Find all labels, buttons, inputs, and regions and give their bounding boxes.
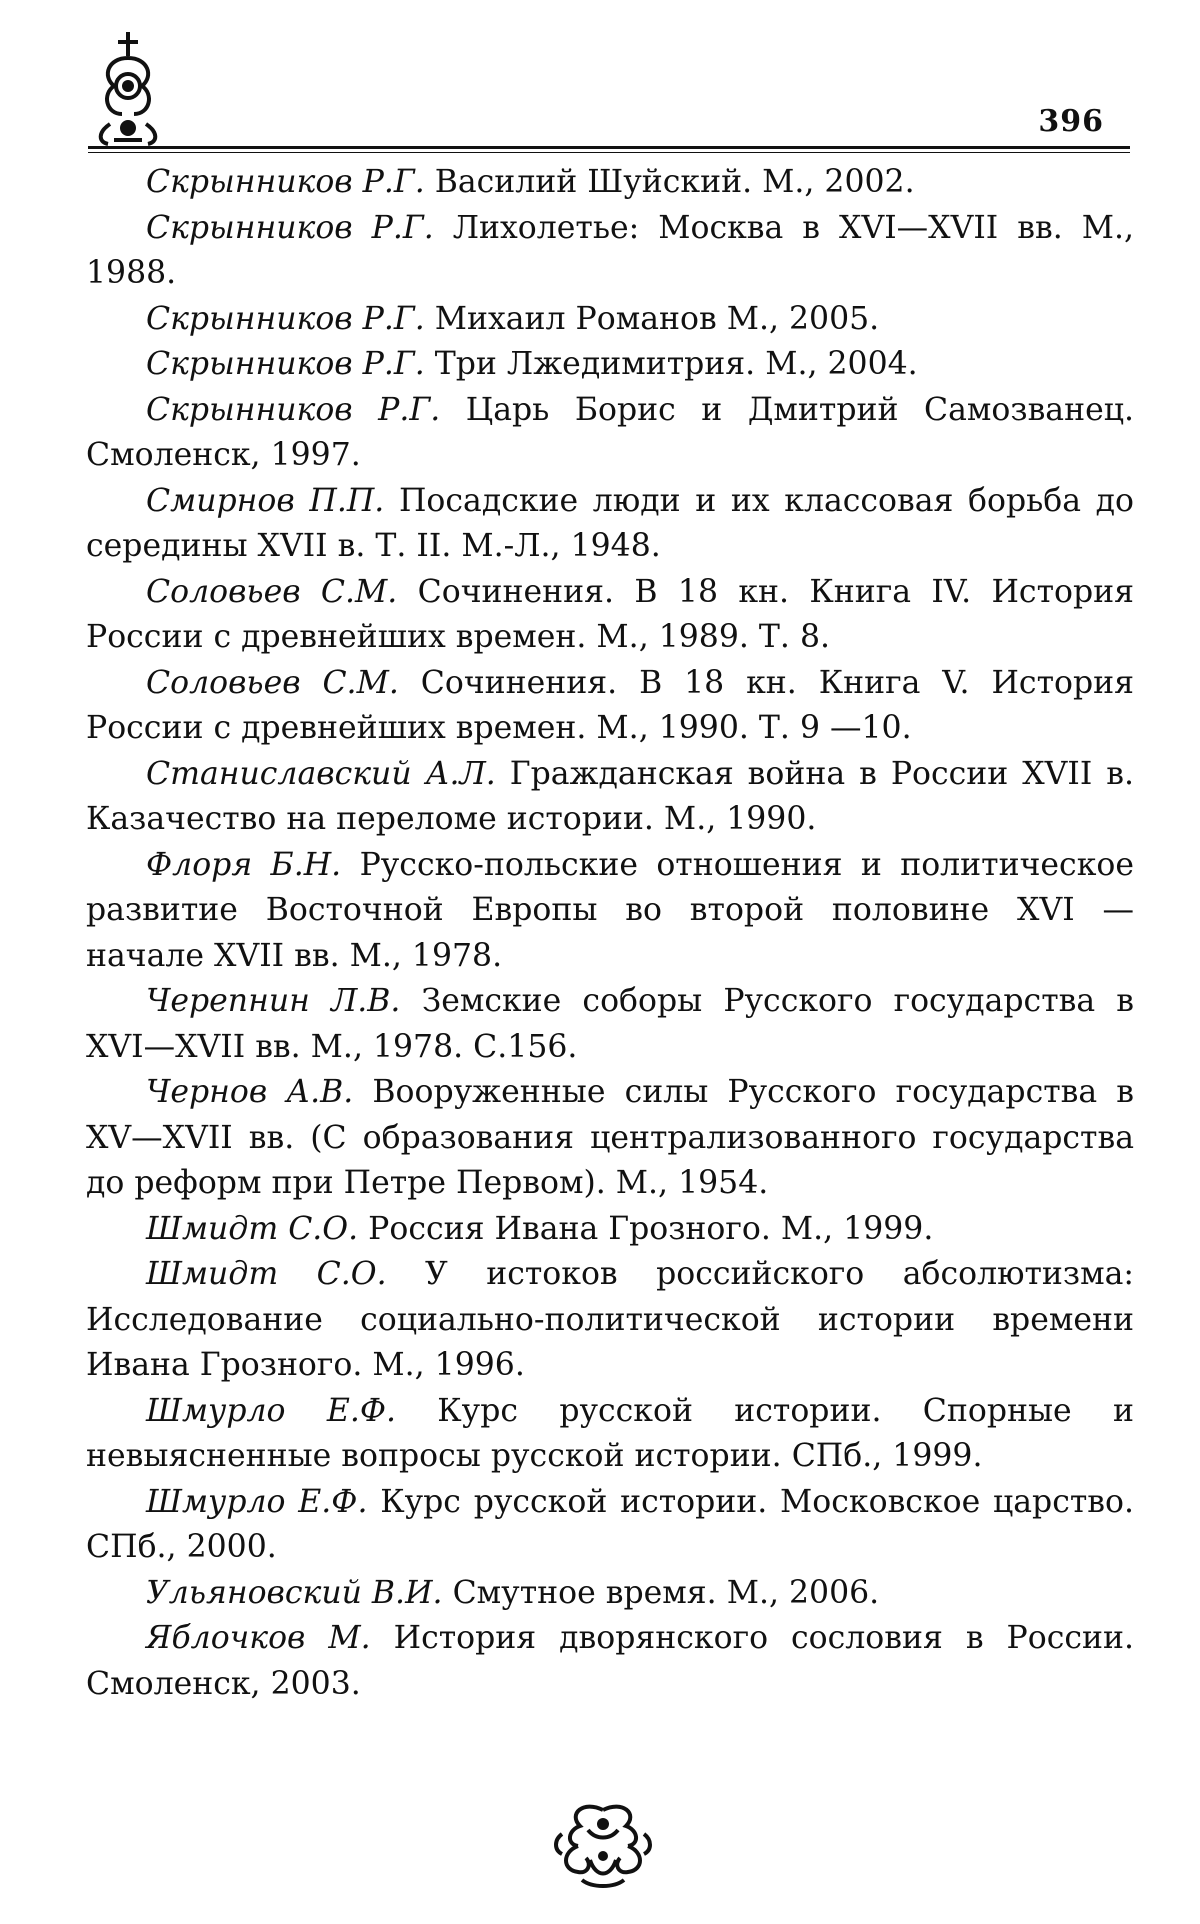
- bibliography-entry: [86, 979, 1134, 1070]
- bibliography-entry: [86, 1252, 1134, 1389]
- entry-text: Лихолетье: Москва в XVI—XVII вв. М., 1988.: [86, 209, 1134, 291]
- entry-text: Михаил Романов М., 2005.: [424, 300, 880, 337]
- bibliography-entry: [86, 570, 1134, 661]
- entry-text: Смутное время. М., 2006.: [442, 1574, 880, 1611]
- bibliography-entry: [86, 1207, 1134, 1253]
- entry-author: Соловьев С.М.: [146, 664, 399, 701]
- bibliography-entry: [86, 297, 1134, 343]
- bibliography-entry: [86, 1389, 1134, 1480]
- entry-text: Посадские люди и их классовая борьба до середины XVII в. Т. II. М.-Л., 1948.: [86, 482, 1134, 564]
- entry-text: Три Лжедимитрия. М., 2004.: [424, 346, 918, 382]
- entry-text: История дворянского сословия в России. Смоленск, 2003.: [86, 1620, 1135, 1702]
- entry-author: Ульяновский В.И.: [146, 1574, 443, 1611]
- entry-text: Вооруженные силы Русского государства в XV—XVII вв. (С образования централизованного государства до реформ при Петре Первом). М., 1954.: [86, 1074, 1134, 1201]
- entry-author: Чернов А.В.: [146, 1074, 354, 1110]
- bibliography-entry: [86, 342, 1134, 388]
- bibliography-entry: [86, 388, 1134, 479]
- entry-author: Скрынников Р.Г.: [146, 164, 425, 200]
- bibliography-entry: [86, 160, 1134, 206]
- entry-author: Шмурло Е.Ф.: [146, 1483, 368, 1520]
- entry-author: Яблочков М.: [146, 1620, 371, 1656]
- entry-author: Шмидт С.О.: [146, 1256, 387, 1292]
- entry-text: Василий Шуйский. М., 2002.: [424, 164, 915, 200]
- bibliography-entry: [86, 1571, 1134, 1617]
- entry-text: Царь Борис и Дмитрий Самозванец. Смоленск, 1997.: [86, 391, 1134, 473]
- entry-text: Сочинения. В 18 кн. Книга IV. История России с древнейших времен. М., 1989. Т. 8.: [86, 573, 1134, 655]
- entry-author: Соловьев С.М.: [146, 573, 398, 610]
- bibliography-entry: [86, 1070, 1134, 1207]
- bibliography-entry: [86, 1480, 1134, 1571]
- entry-text: Курс русской истории. Спорные и невыясненные вопросы русской истории. СПб., 1999.: [86, 1392, 1134, 1474]
- header-rule-thin: [88, 152, 1130, 153]
- bibliography-entry: [86, 479, 1134, 570]
- entry-text: Курс русской истории. Московское царство. СПб., 2000.: [86, 1483, 1134, 1565]
- header-ornament-icon: [88, 28, 168, 148]
- entry-author: Шмидт С.О.: [146, 1210, 359, 1247]
- entry-author: Смирнов П.П.: [146, 482, 385, 519]
- entry-text: Гражданская война в России XVII в. Казачество на переломе истории. М., 1990.: [86, 755, 1135, 837]
- bibliography-entry: [86, 843, 1134, 980]
- entry-author: Скрынников Р.Г.: [146, 346, 425, 382]
- entry-author: Черепнин Л.В.: [146, 983, 401, 1019]
- entry-author: Шмурло Е.Ф.: [146, 1392, 396, 1429]
- entry-author: Скрынников Р.Г.: [146, 209, 434, 246]
- entry-author: Скрынников Р.Г.: [146, 300, 425, 337]
- bibliography-entry: [86, 1616, 1134, 1707]
- entry-author: Флоря Б.Н.: [146, 846, 342, 883]
- bibliography-list: [86, 160, 1134, 1707]
- entry-text: Земские соборы Русского государства в XVI—XVII вв. М., 1978. С.156.: [86, 983, 1134, 1065]
- header-rule: [88, 146, 1130, 149]
- entry-text: Русско-польские отношения и политическое развитие Восточной Европы во второй половине XVI — начале XVII вв. М., 1978.: [86, 846, 1134, 974]
- footer-ornament-icon: [548, 1800, 658, 1890]
- entry-text: Сочинения. В 18 кн. Книга V. История России с древнейших времен. М., 1990. Т. 9 —10.: [86, 664, 1134, 746]
- bibliography-entry: [86, 661, 1134, 752]
- entry-author: Станиславский А.Л.: [146, 755, 496, 792]
- entry-author: Скрынников Р.Г.: [146, 391, 441, 428]
- bibliography-entry: [86, 752, 1134, 843]
- page-number: 396: [1030, 104, 1112, 139]
- entry-text: Россия Ивана Грозного. М., 1999.: [358, 1210, 934, 1247]
- entry-text: У истоков российского абсолютизма: Исследование социально-политической истории времени Ивана Грозного. М., 1996.: [86, 1256, 1134, 1383]
- bibliography-entry: [86, 206, 1134, 297]
